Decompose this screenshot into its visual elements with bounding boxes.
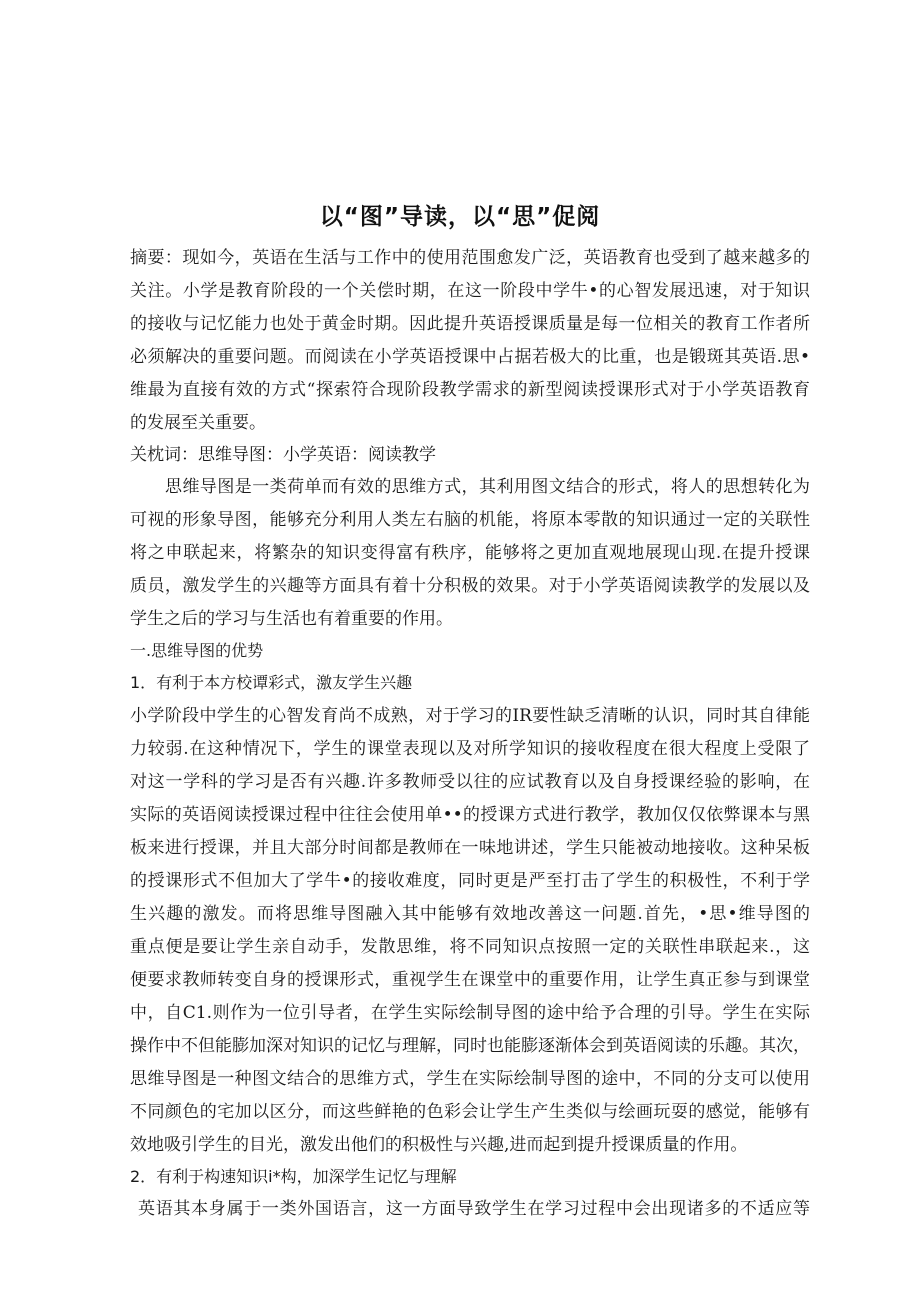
abstract-line: 的发展至关重要。 (130, 413, 266, 433)
body-line: 对这一学科的学习是否有兴趣.许多教师受以往的应试教育以及自身授课经验的影响，在 (130, 772, 810, 792)
body-line: 效地吸引学生的目光，激发出他们的积极性与兴趣,进而起到提升授课质量的作用。 (130, 1135, 748, 1155)
body-line: 生兴趣的激发。而将思维导图融入其中能够有效地改善这一问题.首先，•思•维导图的 (130, 904, 810, 924)
body-line: 操作中不但能膨加深对知识的记忆与理解，同时也能膨逐渐体会到英语阅读的乐趣。其次， (130, 1036, 810, 1056)
body-line: 学生之后的学习与生活也有着重要的作用。 (130, 609, 453, 629)
body-line: 小学阶段中学生的心智发育尚不成熟，对于学习的IR要性缺乏清晰的认识，同时其自律能 (130, 706, 810, 726)
body-line: 将之申联起来，将繁杂的知识变得富有秩序，能够将之更加直观地展现山现.在提升授课 (130, 543, 810, 563)
abstract-line: 必须解决的重要问题。而阅读在小学英语授课中占据若极大的比重，也是锻斑其英语.思• (130, 347, 810, 367)
body-line: 板来进行授课，并且大部分时间都是教师在一味地讲述，学生只能被动地接收。这种呆板 (130, 838, 810, 858)
body-line: 便要求教师转变自身的授课形式，重视学生在课堂中的重要作用，让学生真正参与到课堂 (130, 970, 810, 990)
body-line: 思维导图是一类荷单而有效的思维方式，其利用图文结合的形式，将人的思想转化为 (165, 477, 810, 497)
subsection-heading: 1．有利于本方校谭彩式，激友学生兴趣 (130, 673, 413, 692)
subsection-heading: 2．有利于构速知识i*构，加深学生记忆与理解 (130, 1167, 457, 1186)
body-line: 力较弱.在这种情况下，学生的课堂表现以及对所学知识的接收程度在很大程度上受限了 (130, 739, 810, 759)
body-line: 英语其本身属于一类外国语言，这一方面导致学生在学习过程中会出现诸多的不适应等 (138, 1199, 810, 1219)
body-line: 实际的英语阅读授课过程中往往会使用单••的授课方式进行教学，教加仅仅依弊课本与黑 (130, 805, 810, 825)
abstract-line: 摘要：现如今，英语在生活与工作中的使用范围愈发广泛，英语教育也受到了越来越多的 (130, 248, 810, 268)
body-line: 中，自C1.则作为一位引导者，在学生实际绘制导图的途中给予合理的引导。学生在实际 (130, 1003, 810, 1023)
body-line: 重点便是要让学生亲自动手，发散思维，将不同知识点按照一定的关联性串联起来.，这 (130, 937, 810, 957)
body-line: 质员，激发学生的兴趣等方面具有着十分积极的效果。对于小学英语阅读教学的发展以及 (130, 576, 810, 596)
body-line: 可视的形象导图，能够充分利用人类左右脑的机能，将原本零散的知识通过一定的关联性 (130, 510, 810, 530)
body-line: 的授课形式不但加大了学牛•的接收难度，同时更是严至打击了学生的积极性，不利于学 (130, 871, 810, 891)
abstract-line: 的接收与记忆能力也处于黄金时期。因此提升英语授课质量是每一位相关的教育工作者所 (130, 314, 810, 334)
body-line: 思维导图是一种图文结合的思维方式，学生在实际绘制导图的途中，不同的分支可以使用 (130, 1069, 810, 1089)
abstract-line: 维最为直接有效的方式“探索符合现阶段教学需求的新型阅读授课形式对于小学英语教育 (130, 380, 810, 400)
body-line: 不同颜色的宅加以区分，而这些鲜艳的色彩会让学生产生类似与绘画玩耍的感觉，能够有 (130, 1102, 810, 1122)
keywords-line: 关枕词：思维导图：小学英语：阅读教学 (130, 445, 436, 465)
document-title: 以“图”导读，以“思”促阅 (319, 204, 601, 230)
abstract-line: 关注。小学是教育阶段的一个关偿时期，在这一阶段中学牛•的心智发展迅速，对于知识 (130, 281, 810, 301)
section-heading: 一.思维导图的优势 (130, 641, 264, 660)
